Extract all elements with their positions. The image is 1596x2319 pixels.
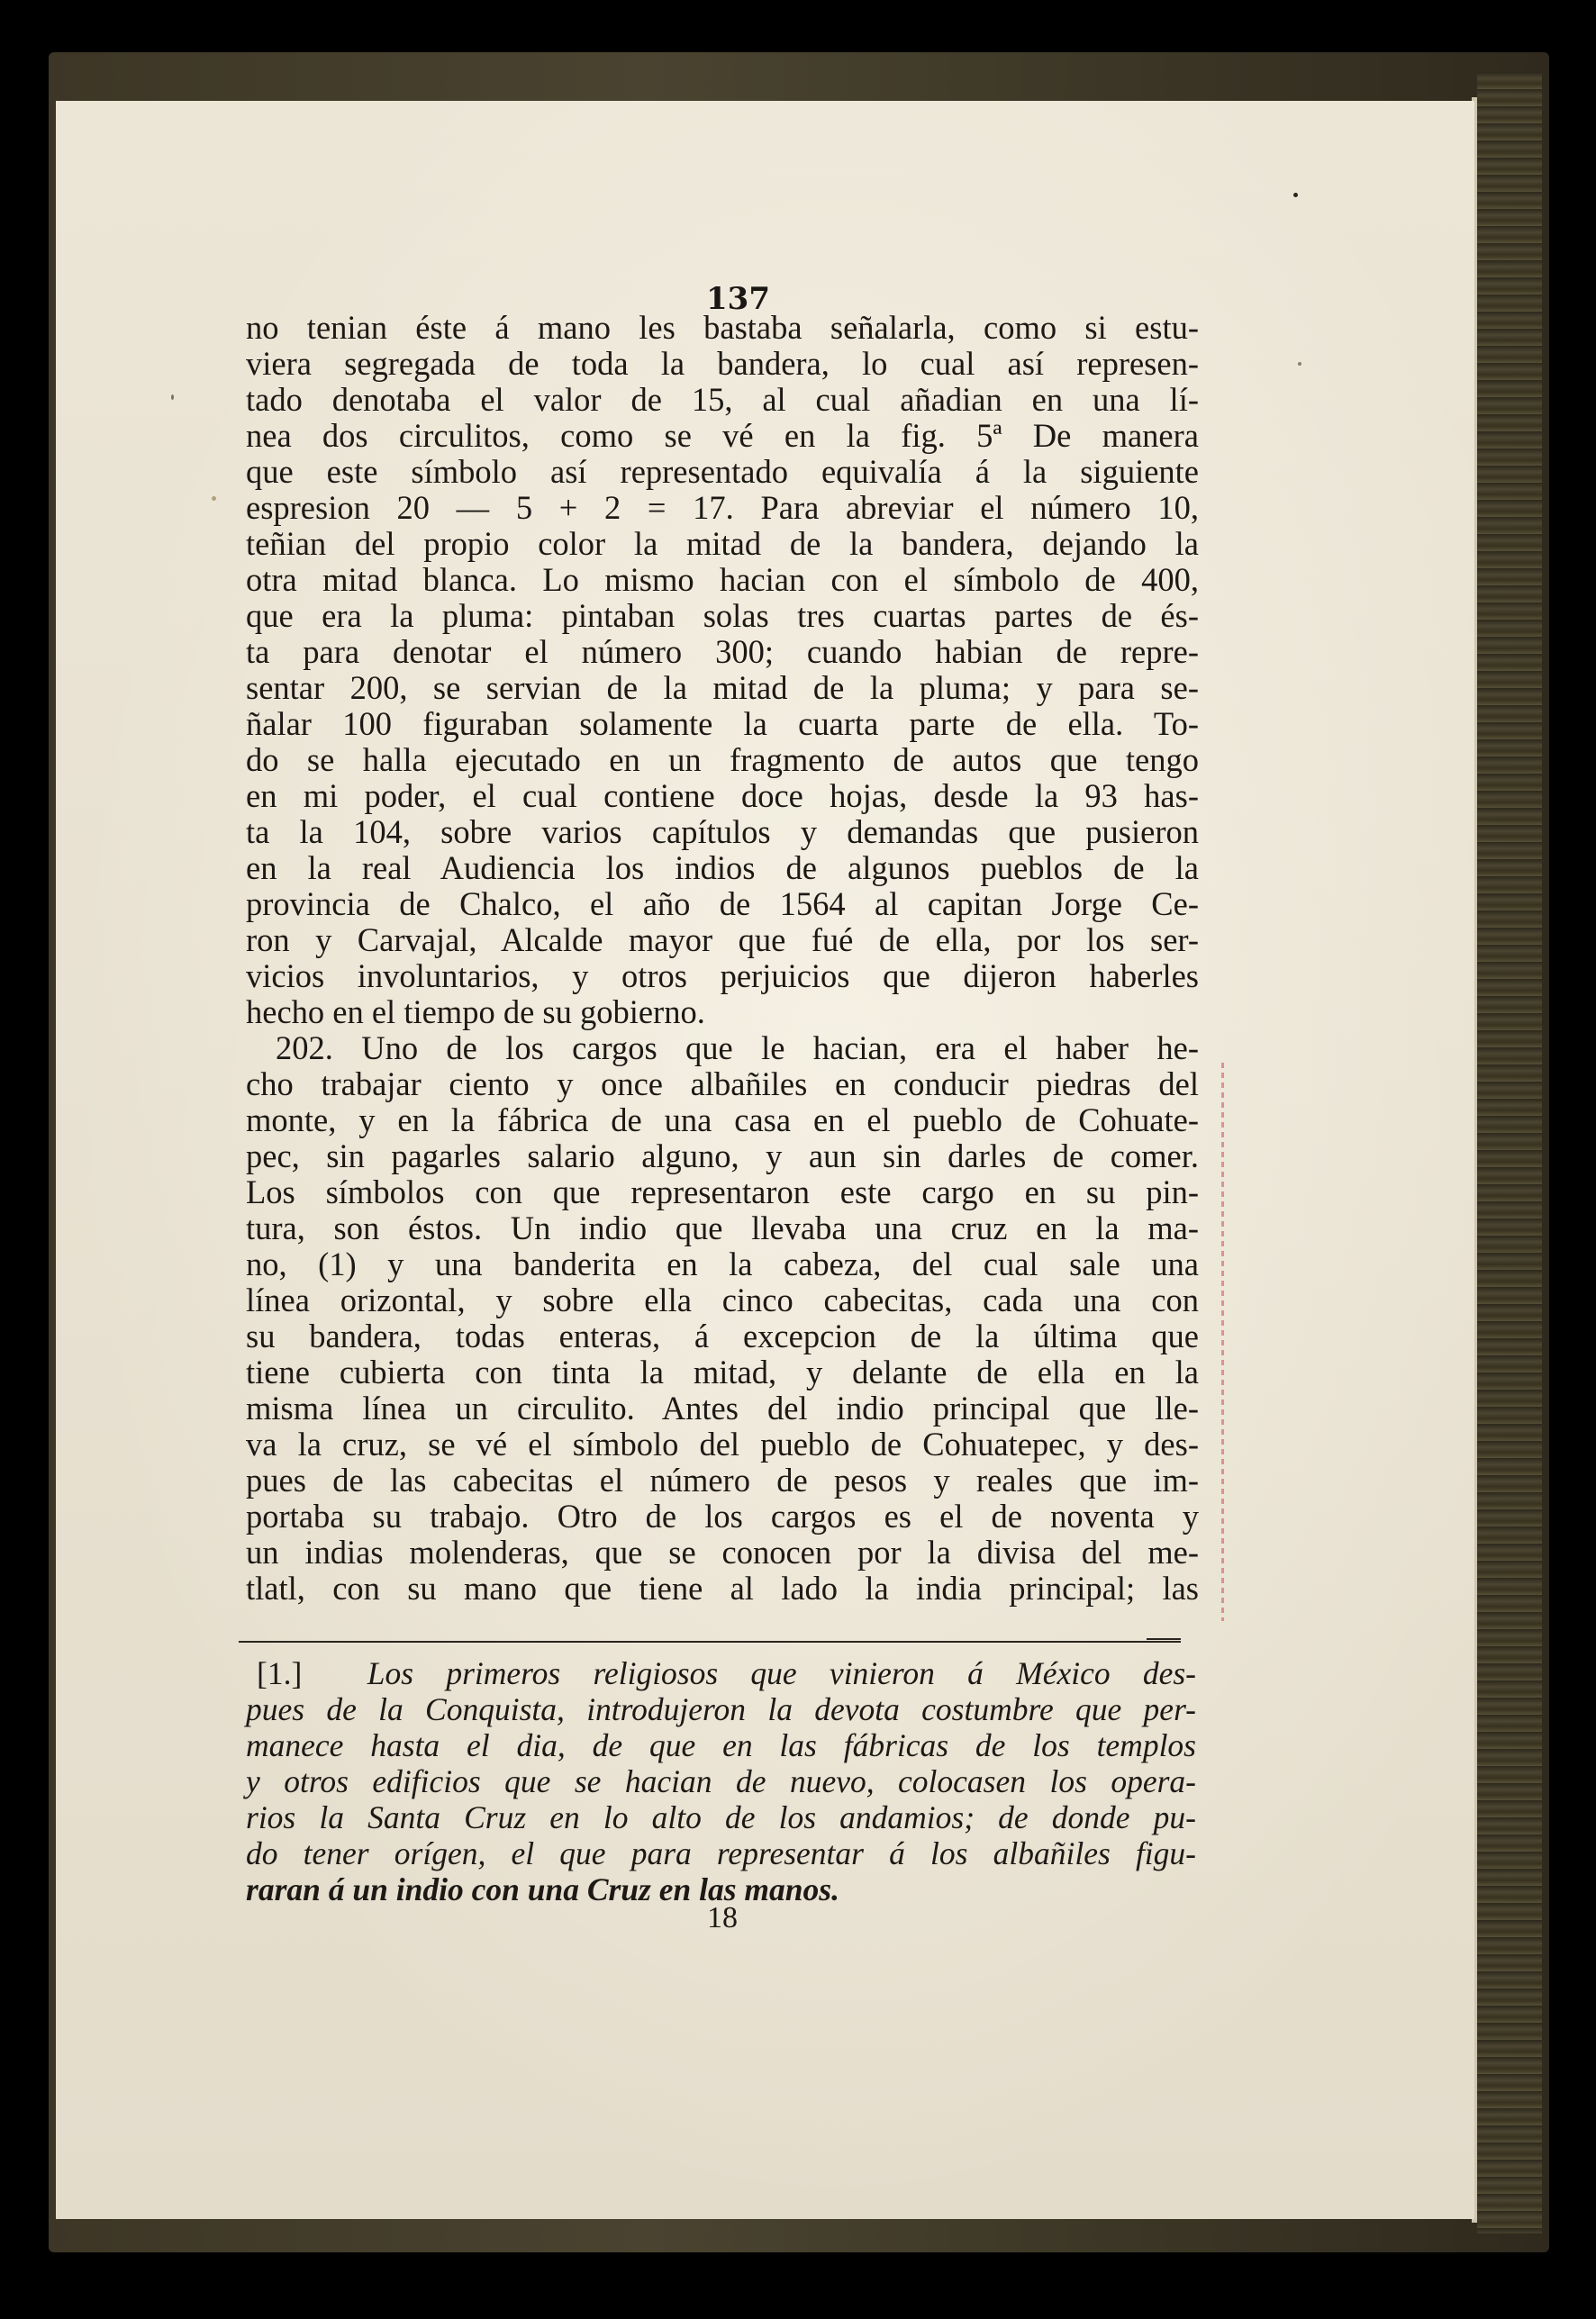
body-line: do se halla ejecutado en un fragmento de autos que tengo	[246, 741, 1199, 778]
body-line: ñalar 100 figuraban solamente la cuarta parte de ella. To-	[246, 705, 1199, 742]
body-line: que era la pluma: pintaban solas tres cuartas partes de és-	[246, 597, 1199, 634]
body-line: otra mitad blanca. Lo mismo hacian con el símbolo de 400,	[246, 561, 1199, 598]
body-line: ta la 104, sobre varios capítulos y demandas que pusieron	[246, 813, 1199, 850]
body-line: no, (1) y una banderita en la cabeza, del cual sale una	[246, 1246, 1199, 1282]
body-line: hecho en el tiempo de su gobierno.	[246, 993, 705, 1030]
body-line: viera segregada de toda la bandera, lo cual así represen-	[246, 345, 1199, 382]
footnote-line: manece hasta el dia, de que en las fábricas de los templos	[246, 1727, 1196, 1763]
body-line: ta para denotar el número 300; cuando habian de repre-	[246, 633, 1199, 670]
body-line: pec, sin pagarles salario alguno, y aun sin darles de comer.	[246, 1137, 1199, 1174]
body-line: teñian del propio color la mitad de la bandera, dejando la	[246, 525, 1199, 562]
body-line: portaba su trabajo. Otro de los cargos es el de noventa y	[246, 1498, 1199, 1535]
body-line: tiene cubierta con tinta la mitad, y delante de ella en la	[246, 1354, 1199, 1390]
footnote-line: raran á un indio con una Cruz en las manos.	[246, 1871, 839, 1907]
body-line: ron y Carvajal, Alcalde mayor que fué de ella, por los ser-	[246, 921, 1199, 958]
body-line: pues de las cabecitas el número de pesos y reales que im-	[246, 1462, 1199, 1499]
body-line: sentar 200, se servian de la mitad de la pluma; y para se-	[246, 669, 1199, 706]
footnote-line: do tener orígen, el que para representar á los albañiles figu-	[246, 1835, 1196, 1871]
body-line: Los símbolos con que representaron este cargo en su pin-	[246, 1173, 1199, 1210]
footnote-line: rios la Santa Cruz en lo alto de los andamios; de donde pu-	[246, 1799, 1196, 1835]
body-line: un indias molenderas, que se conocen por la divisa del me-	[246, 1534, 1199, 1571]
body-line: su bandera, todas enteras, á excepcion de la última que	[246, 1318, 1199, 1354]
body-line: misma línea un circulito. Antes del indio principal que lle-	[246, 1390, 1199, 1427]
ink-speck	[1298, 362, 1301, 366]
signature-mark: 18	[707, 1901, 738, 1934]
body-line: no tenian éste á mano les bastaba señalarla, como si estu-	[246, 309, 1199, 346]
footnote-line: pues de la Conquista, introdujeron la devota costumbre que per-	[246, 1691, 1196, 1727]
paragraph-202-start: 202. Uno de los cargos que le hacian, era el haber he-	[276, 1029, 1199, 1066]
ink-speck	[171, 394, 174, 400]
ink-speck	[212, 496, 216, 501]
body-line: en la real Audiencia los indios de algunos pueblos de la	[246, 849, 1199, 886]
body-line: cho trabajar ciento y once albañiles en conducir piedras del	[246, 1065, 1199, 1102]
body-line: vicios involuntarios, y otros perjuicios que dijeron haberles	[246, 957, 1199, 994]
body-line: tlatl, con su mano que tiene al lado la india principal; las	[246, 1570, 1199, 1607]
footnote-marker: [1.]	[257, 1655, 303, 1691]
red-pencil-mark	[1221, 1063, 1224, 1621]
body-line: nea dos circulitos, como se vé en la fig. 5ª De manera	[246, 417, 1199, 454]
footnote-rule	[239, 1641, 1181, 1643]
body-line: monte, y en la fábrica de una casa en el pueblo de Cohuate-	[246, 1101, 1199, 1138]
footnote-line: y otros edificios que se hacian de nuevo, colocasen los opera-	[246, 1763, 1196, 1799]
cover-edge	[1477, 72, 1542, 2233]
body-line: provincia de Chalco, el año de 1564 al capitan Jorge Ce-	[246, 885, 1199, 922]
footnote-text: Los primeros religiosos que vinieron á México des-	[367, 1655, 1197, 1691]
body-line: en mi poder, el cual contiene doce hojas, desde la 93 has-	[246, 777, 1199, 814]
body-line: tura, son éstos. Un indio que llevaba una cruz en la ma-	[246, 1209, 1199, 1246]
footnote-rule-end	[1147, 1638, 1181, 1640]
body-line: va la cruz, se vé el símbolo del pueblo de Cohuatepec, y des-	[246, 1426, 1199, 1463]
body-line: espresion 20 — 5 + 2 = 17. Para abreviar el número 10,	[246, 489, 1199, 526]
ink-speck	[1293, 193, 1298, 197]
body-line: que este símbolo así representado equivalía á la siguiente	[246, 453, 1199, 490]
body-line: línea orizontal, y sobre ella cinco cabecitas, cada una con	[246, 1282, 1199, 1318]
footnote-line	[257, 1655, 1196, 1691]
page-number: 137	[706, 281, 770, 317]
body-line: tado denotaba el valor de 15, al cual añadian en una lí-	[246, 381, 1199, 418]
